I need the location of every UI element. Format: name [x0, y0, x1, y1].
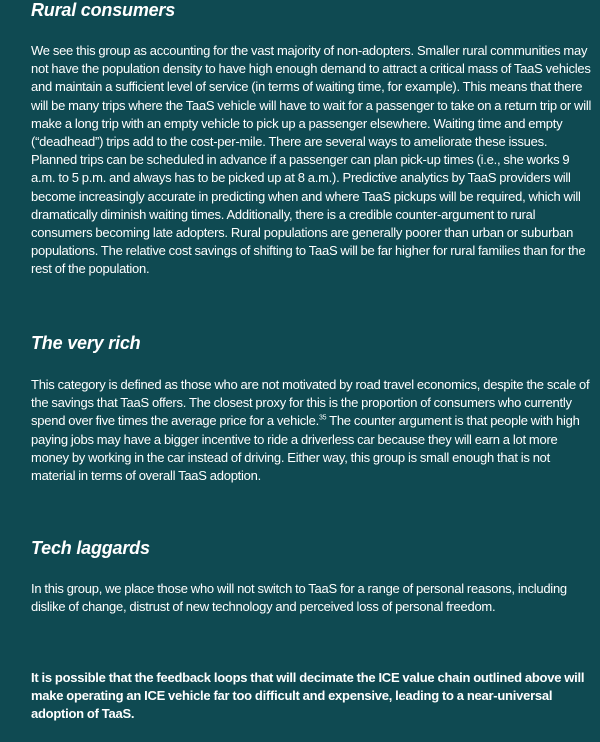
paragraph-text-before-footnote: This category is defined as those who are not motivated by road travel economics, despite the scale of the savings that TaaS offers. The closest proxy for this is the proportion of consumers who currently spend over five times the average price for a vehicle. — [31, 377, 590, 429]
section-heading-tech-laggards: Tech laggards — [31, 538, 150, 558]
section-heading-rural-consumers: Rural consumers — [31, 0, 176, 20]
footnote-reference: 35 — [319, 415, 327, 423]
section-paragraph-rural-consumers: We see this group as accounting for the vast majority of non-adopters. Smaller rural communities may not have the population density to have high enough demand to attract a critical mass of TaaS vehicles and maintain a sufficient level of service (in terms of waiting time, for example). This means that there will be many trips where the TaaS vehicle will have to wait for a passenger to take on a return trip or will make a long trip with an empty vehicle to pick up a passenger elsewhere. Waiting time and empty (“deadhead”) trips add to the cost-per-mile. There are several ways to ameliorate these issues. Planned trips can be scheduled in advance if a passenger can plan pick-up times (i.e., she works 9 a.m. to 5 p.m. and always has to be picked up at 8 a.m.). Predictive analytics by TaaS providers will become increasingly accurate in predicting when and where TaaS pickups will be required, which will dramatically diminish waiting times. Additionally, there is a credible counter-argument to rural consumers becoming late adopters. Rural populations are generally poorer than urban or suburban populations. The relative cost savings of shifting to TaaS will be far higher for rural families than for the rest of the population. — [31, 43, 592, 277]
section-paragraph-the-very-rich — [31, 376, 596, 485]
section-heading-the-very-rich: The very rich — [31, 333, 141, 353]
paragraph-text-after-footnote: The counter argument is that people with high paying jobs may have a bigger incentive to ride a driverless car because they will earn a lot more money by working in the car instead of driving. Either way, this group is small enough that is not material in terms of overall TaaS adoption. — [31, 413, 580, 484]
closing-statement: It is possible that the feedback loops that will decimate the ICE value chain outlined above will make operating an ICE vehicle far too difficult and expensive, leading to a near-universal adoption of TaaS. — [31, 670, 585, 722]
section-paragraph-tech-laggards: In this group, we place those who will not switch to TaaS for a range of personal reasons, including dislike of change, distrust of new technology and perceived loss of personal freedom. — [31, 581, 567, 615]
